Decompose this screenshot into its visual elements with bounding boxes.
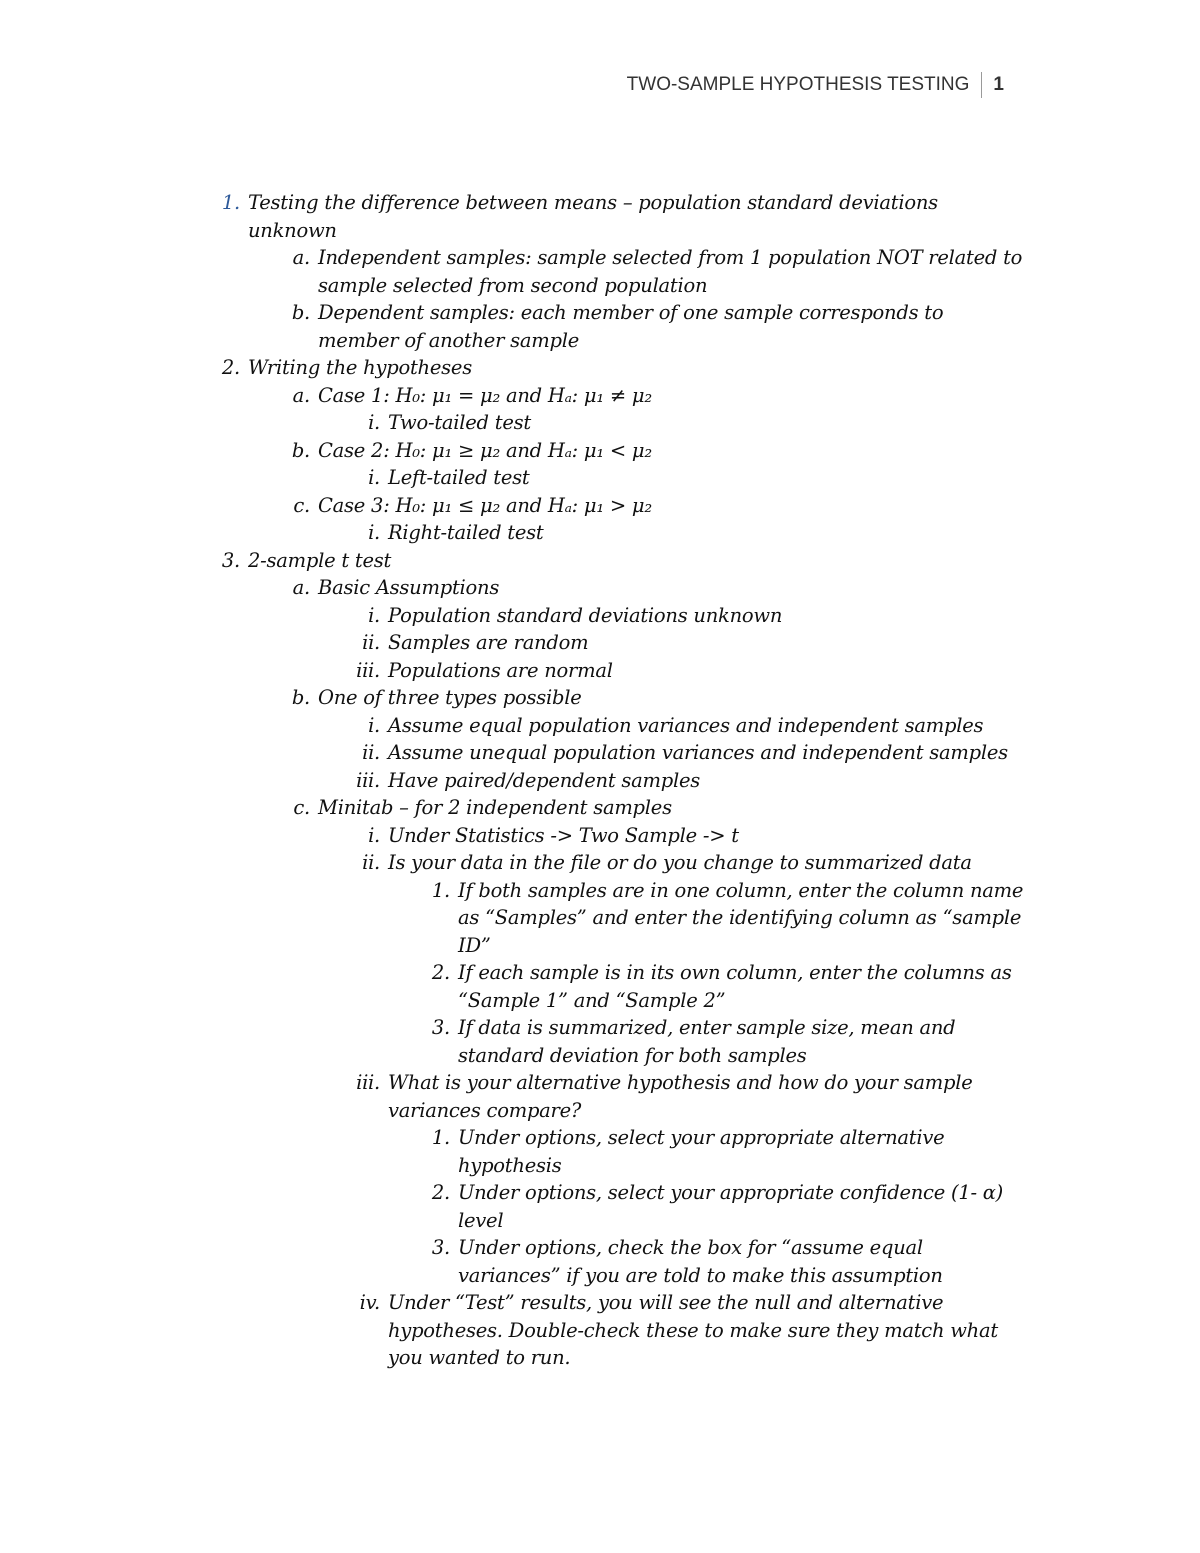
list-item-text xyxy=(388,849,972,877)
list-marker: i. xyxy=(368,411,380,434)
text-line: If each sample is in its own column, enter the columns as xyxy=(458,961,1012,984)
text-line: Testing the difference between means – population standard deviations xyxy=(248,191,938,214)
list-marker: 2. xyxy=(431,1181,450,1204)
text-line: What is your alternative hypothesis and how do your sample xyxy=(388,1071,973,1094)
list-item-text xyxy=(388,629,588,657)
text-line: Case 3: H₀: μ₁ ≤ μ₂ and Hₐ: μ₁ > μ₂ xyxy=(318,493,652,517)
list-marker: 1. xyxy=(431,1126,450,1149)
text-line: member of another sample xyxy=(318,328,579,352)
list-marker: ii. xyxy=(362,631,380,654)
list-marker: b. xyxy=(291,438,310,462)
list-marker: iii. xyxy=(356,658,380,682)
list-item-text xyxy=(318,382,652,410)
list-item-text xyxy=(388,767,700,795)
text-line: 2-sample t test xyxy=(248,548,392,572)
list-marker: iii. xyxy=(356,768,380,792)
list-marker: i. xyxy=(368,521,380,544)
list-item-text xyxy=(458,959,1012,1014)
text-line: ID” xyxy=(458,933,491,957)
text-line: “Sample 1” and “Sample 2” xyxy=(458,988,726,1012)
list-item-text xyxy=(248,547,391,575)
text-line: Assume equal population variances and independent samples xyxy=(388,713,984,737)
list-item-text xyxy=(388,519,544,547)
list-item-text xyxy=(388,602,782,630)
list-marker: i. xyxy=(368,466,380,489)
list-item-text xyxy=(388,739,1008,767)
list-marker: 2. xyxy=(431,961,450,984)
list-marker: 2. xyxy=(221,356,240,379)
text-line: If data is summarized, enter sample size, mean and xyxy=(458,1016,956,1039)
text-line: Minitab – for 2 independent samples xyxy=(318,796,672,819)
document-title: TWO-SAMPLE HYPOTHESIS TESTING xyxy=(626,74,970,95)
text-line: hypothesis xyxy=(458,1153,562,1177)
list-marker: a. xyxy=(292,383,310,407)
text-line: Assume unequal population variances and independent samples xyxy=(388,741,1008,764)
list-marker: c. xyxy=(293,493,310,517)
text-line: Right-tailed test xyxy=(388,521,544,544)
text-line: Populations are normal xyxy=(388,658,613,682)
text-line: Case 1: H₀: μ₁ = μ₂ and Hₐ: μ₁ ≠ μ₂ xyxy=(318,383,652,407)
list-item-text xyxy=(388,1069,973,1124)
list-item-text xyxy=(388,464,530,492)
list-marker: i. xyxy=(368,713,380,737)
list-marker: i. xyxy=(368,603,380,627)
list-item-text xyxy=(318,299,943,354)
text-line: unknown xyxy=(248,218,337,242)
text-line: Left-tailed test xyxy=(388,466,530,489)
text-line: sample selected from second population xyxy=(318,273,708,297)
text-line: Under options, select your appropriate confidence (1- α) xyxy=(458,1181,1004,1204)
text-line: Basic Assumptions xyxy=(318,576,500,599)
list-item-text xyxy=(318,244,1022,299)
list-marker: a. xyxy=(292,576,310,599)
list-marker: b. xyxy=(291,301,310,324)
list-item-text xyxy=(318,794,672,822)
list-marker: 1. xyxy=(221,191,240,214)
list-marker: b. xyxy=(291,686,310,709)
list-item-text xyxy=(458,1124,944,1179)
text-line: you wanted to run. xyxy=(388,1346,571,1369)
list-marker: 3. xyxy=(431,1016,450,1039)
list-item-text xyxy=(388,822,739,850)
text-line: Under Statistics -> Two Sample -> t xyxy=(388,823,739,847)
text-line: One of three types possible xyxy=(318,686,582,709)
list-marker: 1. xyxy=(431,878,450,902)
text-line: standard deviation for both samples xyxy=(458,1043,807,1067)
list-marker: iv. xyxy=(359,1291,380,1314)
list-item-text xyxy=(318,574,499,602)
text-line: Samples are random xyxy=(388,631,589,654)
text-line: Case 2: H₀: μ₁ ≥ μ₂ and Hₐ: μ₁ < μ₂ xyxy=(318,438,652,462)
list-item-text xyxy=(318,437,652,465)
text-line: Population standard deviations unknown xyxy=(388,603,783,627)
text-line: Independent samples: sample selected from 1 population NOT related to xyxy=(318,246,1023,269)
list-item-text xyxy=(458,1234,943,1289)
text-line: as “Samples” and enter the identifying column as “sample xyxy=(458,906,1022,929)
text-line: variances” if you are told to make this assumption xyxy=(458,1263,943,1287)
header-divider xyxy=(981,72,982,98)
list-item-text xyxy=(458,1179,1003,1234)
list-item-text xyxy=(458,877,1023,960)
text-line: Under “Test” results, you will see the null and alternative xyxy=(388,1291,944,1314)
list-item-text xyxy=(388,409,531,437)
list-item-text xyxy=(248,354,472,382)
list-marker: 3. xyxy=(431,1236,450,1259)
text-line: Have paired/dependent samples xyxy=(388,768,701,792)
text-line: Two-tailed test xyxy=(388,411,531,434)
list-item-text xyxy=(388,712,983,740)
text-line: level xyxy=(458,1208,504,1232)
list-item-text xyxy=(458,1014,955,1069)
list-item-text xyxy=(388,657,613,685)
list-marker: i. xyxy=(368,823,380,847)
list-item-text xyxy=(248,189,938,244)
page-number: 1 xyxy=(993,74,1004,95)
text-line: Is your data in the file or do you change to summarized data xyxy=(388,851,972,874)
list-marker: iii. xyxy=(356,1071,380,1094)
text-line: Under options, select your appropriate alternative xyxy=(458,1126,945,1149)
list-item-text xyxy=(388,1289,998,1372)
list-marker: ii. xyxy=(362,851,380,874)
text-line: hypotheses. Double-check these to make sure they match what xyxy=(388,1318,998,1342)
text-line: Writing the hypotheses xyxy=(248,356,472,379)
list-marker: 3. xyxy=(221,548,240,572)
list-item-text xyxy=(318,684,582,712)
text-line: variances compare? xyxy=(388,1098,582,1122)
list-marker: a. xyxy=(292,246,310,269)
list-marker: ii. xyxy=(362,741,380,764)
text-line: Dependent samples: each member of one sample corresponds to xyxy=(318,301,944,324)
list-item-text xyxy=(318,492,652,520)
page-header xyxy=(627,72,1004,98)
text-line: If both samples are in one column, enter the column name xyxy=(458,878,1024,902)
list-marker: c. xyxy=(293,796,310,819)
text-line: Under options, check the box for “assume equal xyxy=(458,1236,923,1259)
